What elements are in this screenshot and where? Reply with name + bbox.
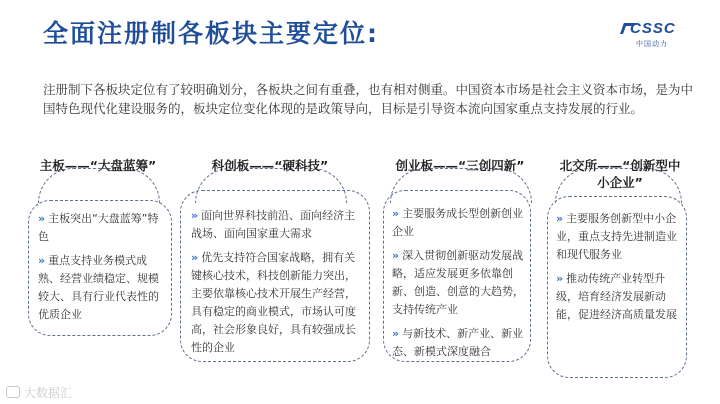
watermark-text: 大数据汇 (24, 386, 73, 400)
list-item: » 优先支持符合国家战略，拥有关键核心技术，科技创新能力突出，主要依靠核心技术开展生产经营，具有稳定的商业模式，市场认可度高，社会形象良好，具有较强成长性的企业 (191, 251, 356, 354)
chevron-right-icon: » (556, 212, 564, 225)
list-item: » 主板突出“大盘蓝筹”特色 (38, 212, 159, 243)
list-item: » 主要服务成长型创新创业企业 (392, 207, 524, 238)
column-items-chinext (392, 205, 526, 367)
intro-paragraph: 注册制下各板块定位有了较明确划分，各板块之间有重叠，也有相对侧重。中国资本市场是社会主义资本市场，是为中国特色现代化建设服务的，板块定位变化体现的是政策导向，目标是引导资本流向国家重点支持发展的行业。 (43, 82, 694, 116)
column-title-chinext: 创业板——“三创四新” (395, 158, 525, 173)
column-items-main-board (38, 210, 166, 330)
column-title-main-board: 主板——“大盘蓝筹” (39, 158, 157, 173)
page-title: 全面注册制各板块主要定位: (43, 19, 379, 48)
list-item: » 重点支持业务模式成熟、经营业绩稳定、规模较大、具有行业代表性的优质企业 (38, 254, 159, 321)
watermark-logo-icon (6, 386, 20, 398)
chevron-right-icon: » (38, 254, 46, 267)
chevron-right-icon: » (556, 272, 564, 285)
column-items-bse (556, 210, 682, 330)
chevron-right-icon: » (392, 249, 400, 262)
column-title-star-market: 科创板——“硬科技” (211, 158, 329, 173)
list-item: » 与新技术、新产业、新业态、新模式深度融合 (392, 327, 524, 358)
watermark (6, 384, 72, 401)
column-items-star-market (191, 207, 363, 363)
list-item: » 主要服务创新型中小企业，重点支持先进制造业和现代服务业 (556, 212, 677, 261)
cssc-logo (622, 20, 684, 56)
column-title-bse: 北交所——“创新型中小企业” (559, 158, 681, 190)
chevron-right-icon: » (392, 207, 400, 220)
list-item: » 推动传统产业转型升级，培育经济发展新动能，促进经济高质量发展 (556, 272, 677, 321)
list-item: » 深入贯彻创新驱动发展战略，适应发展更多依靠创新、创造、创意的大趋势，支持传统产业 (392, 249, 524, 316)
chevron-right-icon: » (191, 209, 199, 222)
chevron-right-icon: » (392, 327, 400, 340)
chevron-right-icon: » (38, 212, 46, 225)
chevron-right-icon: » (191, 251, 199, 264)
logo-text: CSSC (630, 20, 676, 37)
list-item: » 面向世界科技前沿、面向经济主战场、面向国家重大需求 (191, 209, 356, 240)
logo-subtext: 中国动力 (636, 40, 668, 48)
